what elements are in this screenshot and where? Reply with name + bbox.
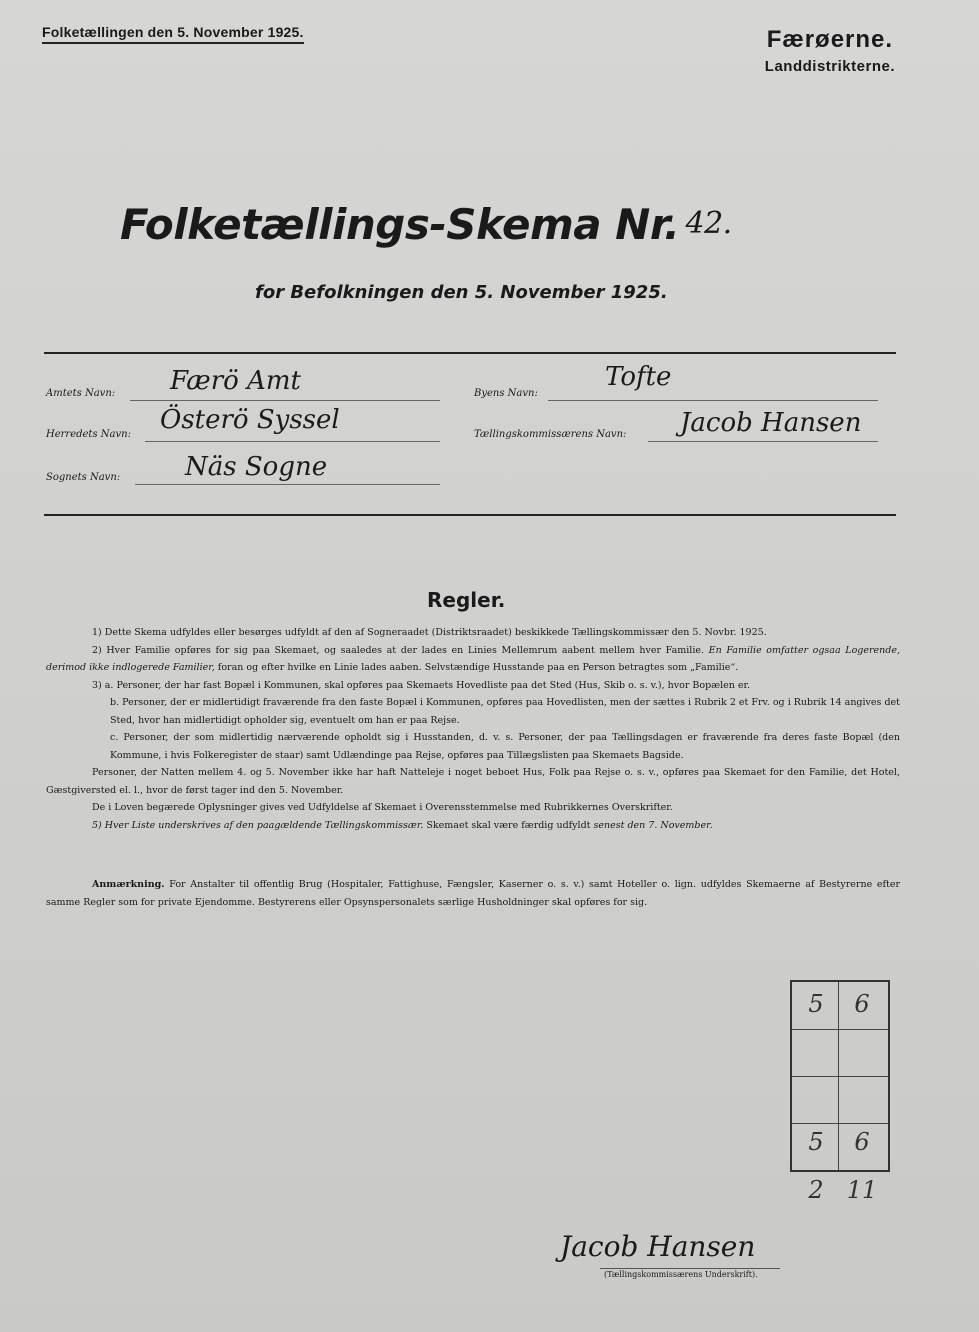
signature-caption: (Tællingskommissærens Underskrift). [604, 1270, 758, 1279]
bottom-divider [44, 514, 896, 516]
form-number: 42. [685, 206, 732, 241]
remark [46, 876, 900, 912]
census-date-header: Folketællingen den 5. November 1925. [42, 24, 304, 44]
rule-2a: 2) Hver Familie opføres for sig paa Skemaet, og saaledes at der lades en Linies Mellemrum aabent mellem hver Familie. [92, 644, 705, 656]
top-divider [44, 352, 896, 354]
tally-cell: 6 [854, 1128, 870, 1156]
herredets-line [145, 441, 440, 442]
remark-text: For Anstalter til offentlig Brug (Hospitaler, Fattighuse, Fængsler, Kaserner o. s. v.) samt Hoteller o. lign. udfyldes Skemaerne af Bestyrerne efter samme Regler som for private Ejendomme. Bestyrerens eller Opsynspersonalets særlige Husholdninger skal opføres for sig. [46, 879, 900, 908]
kommissaer-label: Tællingskommissærens Navn: [474, 429, 627, 440]
form-title [120, 200, 732, 249]
herredets-value: Österö Syssel [160, 405, 340, 435]
tally-cell: 5 [808, 1128, 824, 1156]
herredets-label: Herredets Navn: [46, 429, 131, 440]
amtets-value: Færö Amt [170, 366, 301, 396]
rule-1: 1) Dette Skema udfyldes eller besørges udfyldt af den af Sogneraadet (Distriktsraadet) beskikkede Tællingskommissær den 5. Novbr. 1925. [92, 627, 767, 638]
signature-line [600, 1268, 780, 1269]
rule-2c: foran og efter hvilke en Linie lades aaben. Selvstændige Husstande paa en Person betragtes som „Familie“. [217, 662, 739, 673]
byens-label: Byens Navn: [474, 388, 538, 399]
sognets-line [135, 484, 440, 485]
rule-3c: c. Personer, der som midlertidig nærværende opholdt sig i Husstanden, d. v. s. Personer, der paa Tællingsdagen er fraværende fra deres faste Bopæl (den Kommune, i hvis Folkeregister de staar) samt Udlændinge paa Rejse, opføres paa Tillægslisten paa Skemaets Bagside. [110, 732, 900, 761]
tally-cell: 6 [854, 990, 870, 1018]
form-title-text: Folketællings-Skema Nr. [120, 200, 680, 249]
tally-total: 11 [846, 1176, 878, 1204]
byens-value: Tofte [605, 362, 672, 392]
sognets-label: Sognets Navn: [46, 472, 121, 483]
rule-5 [46, 817, 900, 835]
kommissaer-value: Jacob Hansen [680, 408, 862, 438]
form-subtitle: for Befolkningen den 5. November 1925. [255, 282, 668, 303]
tally-cell: 5 [808, 990, 824, 1018]
rule-3d: Personer, der Natten mellem 4. og 5. November ikke har haft Natteleje i noget beboet Hus, Folk paa Rejse o. s. v., opføres paa Skemaet for den Familie, det Hotel, Gæstgiversted el. l., hvor de først tager ind den 5. November. [46, 767, 900, 796]
region-title: Færøerne. [766, 26, 894, 53]
rule-2 [46, 642, 900, 677]
rule-5b: Skemaet skal være færdig udfyldt [426, 819, 591, 831]
rule-4: De i Loven begærede Oplysninger gives ved Udfyldelse af Skemaet i Overensstemmelse med Rubrikkernes Overskrifter. [92, 802, 673, 813]
rule-2b: En Familie omfatter ogsaa Logerende, derimod ikke indlogerede Familier, [46, 644, 900, 673]
signature: Jacob Hansen [560, 1230, 756, 1263]
region-header [765, 26, 895, 75]
region-subtitle: Landdistrikterne. [764, 58, 895, 75]
rule-3a: 3) a. Personer, der har fast Bopæl i Kommunen, skal opføres paa Skemaets Hovedliste paa det Sted (Hus, Skib o. s. v.), hvor Bopælen er. [92, 679, 751, 691]
rule-3b: b. Personer, der er midlertidigt fraværende fra den faste Bopæl i Kommunen, opføres paa Hovedlisten, men der sættes i Rubrik 2 et Frv. og i Rubrik 14 angives det Sted, hvor han midlertidigt opholder sig, eventuelt om han er paa Rejse. [110, 697, 900, 726]
byens-line [548, 400, 878, 401]
tally-row-line [792, 1076, 888, 1077]
tally-row-line [792, 1123, 888, 1124]
amtets-label: Amtets Navn: [46, 388, 116, 399]
rules-list [46, 624, 900, 834]
tally-box [790, 980, 890, 1172]
remark-label: Anmærkning. [92, 879, 165, 890]
amtets-line [130, 400, 440, 401]
sognets-value: Näs Sogne [185, 452, 328, 482]
kommissaer-line [648, 441, 878, 442]
tally-row-line [792, 1029, 888, 1030]
rule-5a: 5) Hver Liste underskrives af den paagældende Tællingskommissær. [92, 819, 424, 831]
rule-5c: senest den 7. November. [593, 819, 713, 831]
tally-total: 2 [808, 1176, 824, 1204]
rules-heading: Regler. [427, 588, 506, 612]
